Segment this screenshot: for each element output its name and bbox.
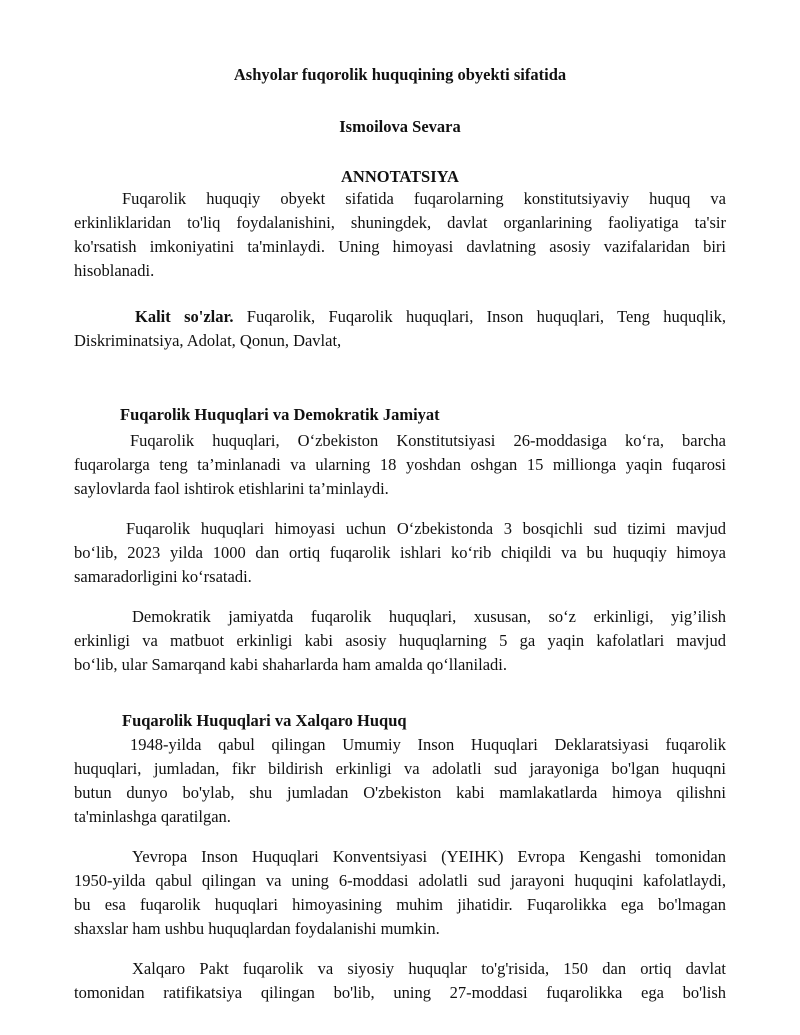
text-line: huquqlari, jumladan, fikr bildirish erkinligi va adolatli sud jarayoniga bo'lgan huquqni (74, 759, 726, 778)
text-line: hisoblanadi. (74, 261, 155, 280)
text-line: Fuqarolik huquqlari himoyasi uchun O‘zbekistonda 3 bosqichli sud tizimi mavjud (126, 519, 726, 538)
keywords-line (135, 306, 726, 328)
text-line: Demokratik jamiyatda fuqarolik huquqlari, xususan, so‘z erkinligi, yig’ilish (132, 607, 726, 626)
document-title: Ashyolar fuqorolik huquqining obyekti sifatida (233, 65, 567, 84)
keywords-list: Fuqarolik, Fuqarolik huquqlari, Inson huquqlari, Teng huquqlik, (233, 307, 726, 326)
text-line: butun dunyo bo'ylab, shu jumladan O'zbekiston kabi mamlakatlarda himoya qilishni (74, 783, 726, 802)
text-line: fuqarolarga teng ta’minlanadi va ularning 18 yoshdan oshgan 15 millionga yaqin fuqarosi (74, 455, 726, 474)
text-line: Fuqarolik huquqlari, O‘zbekiston Konstitutsiyasi 26-moddasiga ko‘ra, barcha (130, 431, 726, 450)
text-line: bo‘lib, ular Samarqand kabi shaharlarda ham amalda qo‘llaniladi. (74, 655, 507, 674)
annotation-heading: ANNOTATSIYA (341, 167, 459, 186)
text-line: bo‘lib, 2023 yilda 1000 dan ortiq fuqarolik ishlari ko‘rib chiqildi va bu huquqiy himoya (74, 543, 726, 562)
text-line: shaxslar ham ushbu huquqlardan foydalanishi mumkin. (74, 919, 440, 938)
text-line: saylovlarda faol ishtirok etishlarini ta’minlaydi. (74, 479, 389, 498)
text-line: Fuqarolik huquqiy obyekt sifatida fuqarolarning konstitutsiyaviy huquq va (122, 189, 726, 208)
author-name: Ismoilova Sevara (339, 117, 461, 136)
text-line: Xalqaro Pakt fuqarolik va siyosiy huquqlar to'g'risida, 150 dan ortiq davlat (132, 959, 726, 978)
text-line: bu esa fuqarolik huquqlari himoyasining muhim jihatidir. Fuqarolikka ega bo'lmagan (74, 895, 726, 914)
text-line: erkinligi va matbuot erkinligi kabi asosiy huquqlarning 5 ga yaqin kafolatlari mavjud (74, 631, 726, 650)
text-line: ko'rsatish imkoniyatini ta'minlaydi. Uning himoyasi davlatning asosiy vazifalaridan biri (74, 237, 726, 256)
text-line: tomonidan ratifikatsiya qilingan bo'lib, uning 27-moddasi fuqarolikka ega bo'lish (74, 983, 726, 1002)
section-heading: Fuqarolik Huquqlari va Xalqaro Huquq (122, 711, 407, 730)
text-line: 1948-yilda qabul qilingan Umumiy Inson Huquqlari Deklaratsiyasi fuqarolik (130, 735, 726, 754)
text-line: ta'minlashga qaratilgan. (74, 807, 231, 826)
keywords-line: Diskriminatsiya, Adolat, Qonun, Davlat, (74, 331, 342, 350)
text-line: erkinliklaridan to'liq foydalanishini, shuningdek, davlat organlarining faoliyatiga ta'sir (74, 213, 726, 232)
keywords-label: Kalit so'zlar. (135, 307, 234, 326)
text-line: Yevropa Inson Huquqlari Konventsiyasi (YEIHK) Evropa Kengashi tomonidan (132, 847, 726, 866)
text-line: 1950-yilda qabul qilingan va uning 6-moddasi adolatli sud jarayoni huquqini kafolatlaydi, (74, 871, 726, 890)
text-line: samaradorligini ko‘rsatadi. (74, 567, 252, 586)
section-heading: Fuqarolik Huquqlari va Demokratik Jamiyat (120, 405, 440, 424)
